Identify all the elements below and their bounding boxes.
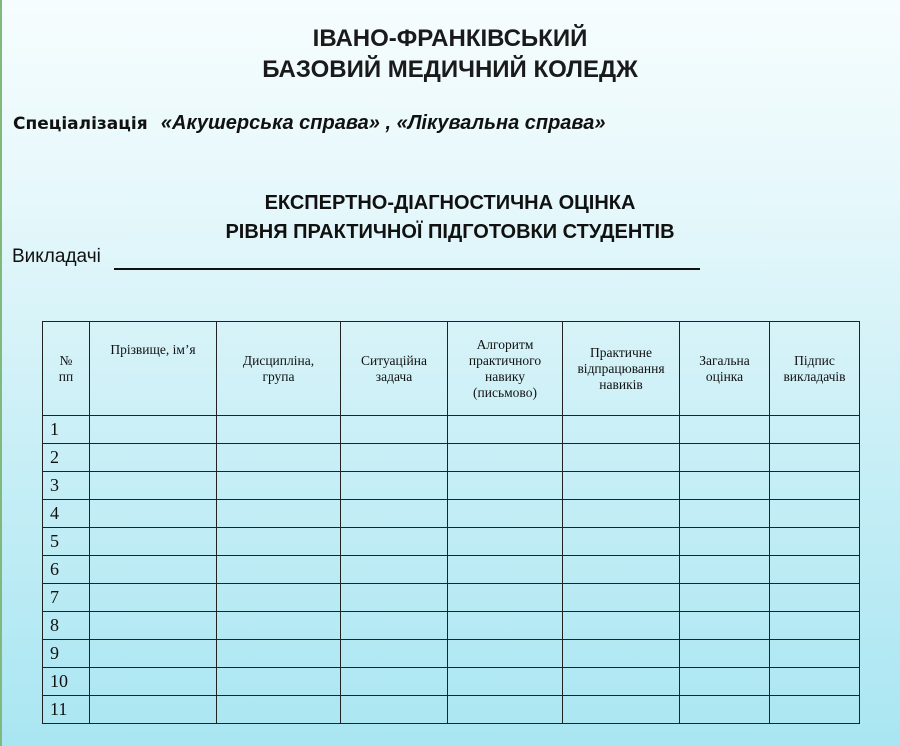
table-cell[interactable] — [448, 444, 563, 472]
table-cell[interactable] — [770, 696, 860, 724]
table-cell[interactable] — [448, 612, 563, 640]
table-cell[interactable] — [770, 416, 860, 444]
table-cell[interactable] — [563, 640, 680, 668]
table-row — [43, 500, 860, 528]
table-cell[interactable] — [341, 696, 448, 724]
specialization-label: Спеціалізація — [13, 114, 148, 134]
table-cell[interactable] — [680, 640, 770, 668]
table-cell[interactable] — [770, 584, 860, 612]
col-header-total-grade: Загальна оцінка — [680, 322, 770, 416]
table-cell[interactable] — [680, 668, 770, 696]
table-cell[interactable] — [448, 640, 563, 668]
table-cell[interactable] — [448, 584, 563, 612]
table-cell[interactable] — [680, 416, 770, 444]
table-cell[interactable] — [448, 668, 563, 696]
table-cell[interactable] — [563, 696, 680, 724]
table-cell[interactable] — [90, 444, 217, 472]
table-cell[interactable] — [563, 500, 680, 528]
table-cell[interactable] — [448, 416, 563, 444]
table-cell[interactable] — [217, 556, 341, 584]
table-row — [43, 640, 860, 668]
row-number: 7 — [43, 584, 90, 612]
specialization-line — [13, 112, 606, 135]
table-cell[interactable] — [680, 612, 770, 640]
row-number: 2 — [43, 444, 90, 472]
col-header-name: Прізвище, ім’я — [90, 322, 217, 416]
table-cell[interactable] — [680, 556, 770, 584]
table-cell[interactable] — [341, 584, 448, 612]
table-cell[interactable] — [341, 472, 448, 500]
table-cell[interactable] — [217, 696, 341, 724]
table-cell[interactable] — [448, 472, 563, 500]
table-cell[interactable] — [448, 528, 563, 556]
table-row — [43, 416, 860, 444]
table-header-row — [43, 322, 860, 416]
table-cell[interactable] — [90, 416, 217, 444]
table-row — [43, 444, 860, 472]
table-cell[interactable] — [341, 640, 448, 668]
row-number: 8 — [43, 612, 90, 640]
table-cell[interactable] — [680, 584, 770, 612]
table-cell[interactable] — [563, 556, 680, 584]
table-cell[interactable] — [341, 500, 448, 528]
table-body — [43, 416, 860, 724]
table-cell[interactable] — [448, 696, 563, 724]
table-cell[interactable] — [341, 416, 448, 444]
table-cell[interactable] — [217, 444, 341, 472]
table-row — [43, 528, 860, 556]
table-cell[interactable] — [563, 416, 680, 444]
table-cell[interactable] — [563, 668, 680, 696]
table-cell[interactable] — [217, 584, 341, 612]
table-cell[interactable] — [217, 640, 341, 668]
table-row — [43, 612, 860, 640]
table-cell[interactable] — [448, 500, 563, 528]
table-cell[interactable] — [90, 528, 217, 556]
table-cell[interactable] — [770, 500, 860, 528]
table-cell[interactable] — [90, 584, 217, 612]
document-title-line1: ЕКСПЕРТНО-ДІАГНОСТИЧНА ОЦІНКА — [264, 192, 636, 214]
col-header-situational-task: Ситуаційна задача — [341, 322, 448, 416]
table-cell[interactable] — [90, 640, 217, 668]
table-cell[interactable] — [680, 444, 770, 472]
table-cell[interactable] — [217, 612, 341, 640]
row-number: 4 — [43, 500, 90, 528]
assessment-table — [42, 321, 860, 724]
left-border-line — [0, 0, 2, 746]
table-cell[interactable] — [217, 472, 341, 500]
table-cell[interactable] — [341, 556, 448, 584]
table-cell[interactable] — [563, 584, 680, 612]
table-row — [43, 584, 860, 612]
table-cell[interactable] — [770, 612, 860, 640]
table-cell[interactable] — [680, 500, 770, 528]
table-cell[interactable] — [217, 528, 341, 556]
table-cell[interactable] — [680, 472, 770, 500]
school-name-line2: БАЗОВИЙ МЕДИЧНИЙ КОЛЕДЖ — [262, 56, 638, 83]
table-cell[interactable] — [563, 528, 680, 556]
table-cell[interactable] — [770, 556, 860, 584]
row-number: 6 — [43, 556, 90, 584]
school-name-line1: ІВАНО-ФРАНКІВСЬКИЙ — [312, 25, 588, 52]
table-cell[interactable] — [770, 444, 860, 472]
table-row — [43, 668, 860, 696]
table-cell[interactable] — [90, 500, 217, 528]
row-number: 9 — [43, 640, 90, 668]
document-title-line2: РІВНЯ ПРАКТИЧНОЇ ПІДГОТОВКИ СТУДЕНТІВ — [225, 221, 675, 243]
table-cell[interactable] — [770, 668, 860, 696]
table-row — [43, 556, 860, 584]
table-cell[interactable] — [563, 612, 680, 640]
table-cell[interactable] — [90, 612, 217, 640]
col-header-number: № пп — [43, 322, 90, 416]
table-cell[interactable] — [770, 640, 860, 668]
table-cell[interactable] — [217, 416, 341, 444]
table-cell[interactable] — [680, 696, 770, 724]
table-cell[interactable] — [90, 556, 217, 584]
table-cell[interactable] — [563, 444, 680, 472]
col-header-teacher-signature: Підпис викладачів — [770, 322, 860, 416]
table-cell[interactable] — [90, 668, 217, 696]
col-header-discipline: Дисципліна, група — [217, 322, 341, 416]
table-cell[interactable] — [770, 472, 860, 500]
table-cell[interactable] — [770, 528, 860, 556]
col-header-skill-algorithm: Алгоритм практичного навику (письмово) — [448, 322, 563, 416]
row-number: 1 — [43, 416, 90, 444]
table-row — [43, 696, 860, 724]
table-cell[interactable] — [341, 612, 448, 640]
table-cell[interactable] — [341, 444, 448, 472]
teachers-label: Викладачі — [12, 246, 101, 267]
col-header-practical-work: Практичне відпрацювання навиків — [563, 322, 680, 416]
specialization-value: «Акушерська справа» , «Лікувальна справа» — [160, 112, 606, 134]
row-number: 10 — [43, 668, 90, 696]
table-cell[interactable] — [90, 472, 217, 500]
table-cell[interactable] — [90, 696, 217, 724]
table-cell[interactable] — [341, 668, 448, 696]
table-cell[interactable] — [217, 668, 341, 696]
row-number: 11 — [43, 696, 90, 724]
table-cell[interactable] — [680, 528, 770, 556]
table-cell[interactable] — [341, 528, 448, 556]
table-cell[interactable] — [448, 556, 563, 584]
table-cell[interactable] — [563, 472, 680, 500]
row-number: 3 — [43, 472, 90, 500]
teachers-signature-line[interactable] — [114, 268, 700, 270]
row-number: 5 — [43, 528, 90, 556]
table-row — [43, 472, 860, 500]
table-cell[interactable] — [217, 500, 341, 528]
